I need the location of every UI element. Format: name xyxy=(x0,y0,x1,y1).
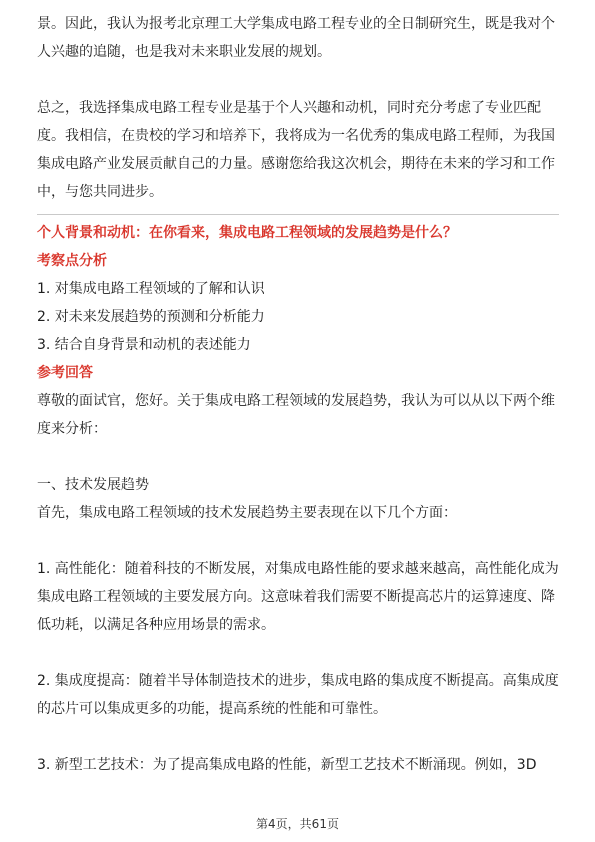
page-number: 第4页，共61页 xyxy=(256,817,339,831)
spacer xyxy=(37,527,559,555)
intro-paragraph-2: 总之，我选择集成电路工程专业是基于个人兴趣和动机，同时充分考虑了专业匹配度。我相信，在贵校的学习和培养下，我将成为一名优秀的集成电路工程师，为我国集成电路产业发展贡献自己的力量。感谢您给我这次机会，期待在未来的学习和工作中，与您共同进步。 xyxy=(37,100,555,200)
analysis-point-2: 2. 对未来发展趋势的预测和分析能力 xyxy=(37,309,265,325)
spacer xyxy=(37,723,559,751)
page-content xyxy=(37,10,559,779)
answer-item-2: 2. 集成度提高：随着半导体制造技术的进步，集成电路的集成度不断提高。高集成度的芯片可以集成更多的功能，提高系统的性能和可靠性。 xyxy=(37,673,559,717)
analysis-point-1: 1. 对集成电路工程领域的了解和认识 xyxy=(37,281,265,297)
analysis-point-3: 3. 结合自身背景和动机的表述能力 xyxy=(37,337,251,353)
answer-opening: 尊敬的面试官，您好。关于集成电路工程领域的发展趋势，我认为可以从以下两个维度来分析： xyxy=(37,393,555,437)
analysis-label: 考察点分析 xyxy=(37,253,107,269)
spacer xyxy=(37,443,559,471)
answer-label: 参考回答 xyxy=(37,365,93,381)
section-intro: 首先，集成电路工程领域的技术发展趋势主要表现在以下几个方面： xyxy=(37,505,457,521)
section-divider xyxy=(37,214,559,215)
spacer xyxy=(37,639,559,667)
spacer xyxy=(37,66,559,94)
answer-item-3: 3. 新型工艺技术：为了提高集成电路的性能，新型工艺技术不断涌现。例如，3D xyxy=(37,757,537,773)
answer-item-1: 1. 高性能化：随着科技的不断发展，对集成电路性能的要求越来越高，高性能化成为集成电路工程领域的主要发展方向。这意味着我们需要不断提高芯片的运算速度、降低功耗，以满足各种应用场景的需求。 xyxy=(37,561,559,633)
question-title: 个人背景和动机：在你看来，集成电路工程领域的发展趋势是什么？ xyxy=(37,225,457,241)
intro-paragraph-1: 景。因此，我认为报考北京理工大学集成电路工程专业的全日制研究生，既是我对个人兴趣的追随，也是我对未来职业发展的规划。 xyxy=(37,16,555,60)
section-heading: 一、技术发展趋势 xyxy=(37,477,149,493)
